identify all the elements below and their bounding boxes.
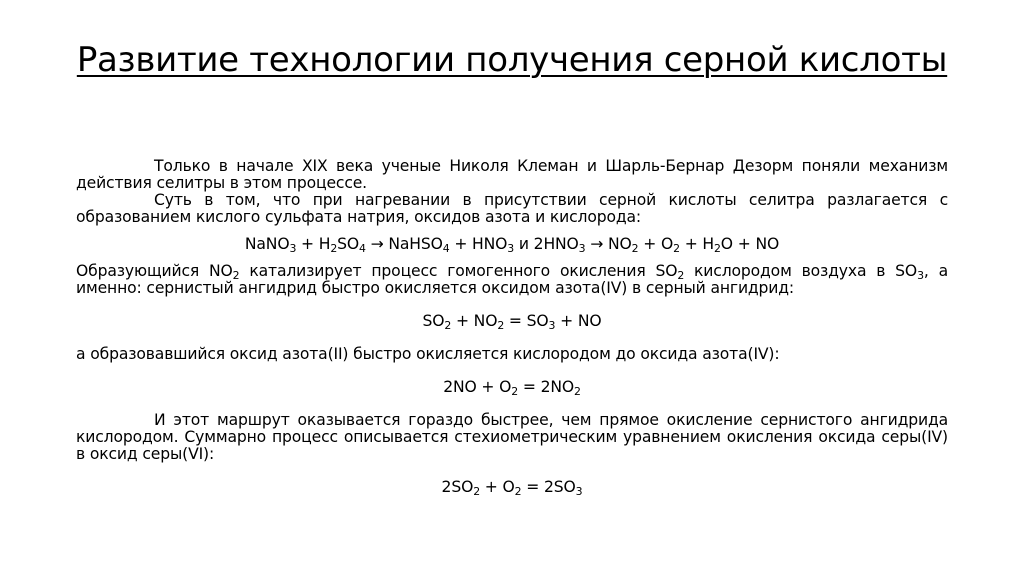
equation-decomposition: NaNO$_3$ + $H_2SO_4$ → NaHSO$_4$ + $HNO_3$ и $2HNO_3 \to NO_2 + O_2 + H_2O$ + NO xyxy=(244,235,780,255)
paragraph-essence: Суть в том, что при нагревании в присутствии серной кислоты селитра разлагается с образованием кислого сульфата натрия, оксидов азота и кислорода: xyxy=(76,191,948,226)
paragraph-no-oxidation: а образовавшийся оксид азота(II) быстро окисляется кислородом до оксида азота(IV): xyxy=(76,345,780,363)
paragraph-intro: Только в начале XIX века ученые Николя Клеман и Шарль-Бернар Дезорм поняли механизм действия селитры в этом процессе. xyxy=(76,157,948,192)
paragraph-catalysis: Образующийся $NO_2$ катализирует процесс гомогенного окисления $SO_2$ кислородом воздуха в $SO_3$, а именно: сернистый ангидрид быстро окисляется оксидом азота(IV) в серный ангидрид: xyxy=(76,262,948,297)
paragraph-summary: И этот маршрут оказывается гораздо быстрее, чем прямое окисление сернистого ангидрида кислородом. Суммарно процесс описывается стехиометрическим уравнением окисления оксида серы(IV) в оксид серы(VI): xyxy=(76,411,948,463)
equation-so2-oxidation: $SO_2 + NO_2 = SO_3$ + NO xyxy=(422,312,602,332)
slide-title: Развитие технологии получения серной кислоты xyxy=(76,40,948,80)
slide-body xyxy=(76,158,948,496)
equation-overall: $2SO_2 + O_2 = 2SO_3$ xyxy=(441,478,583,498)
equation-no-oxidation: $2NO + O_2 = 2NO_2$ xyxy=(443,378,581,398)
